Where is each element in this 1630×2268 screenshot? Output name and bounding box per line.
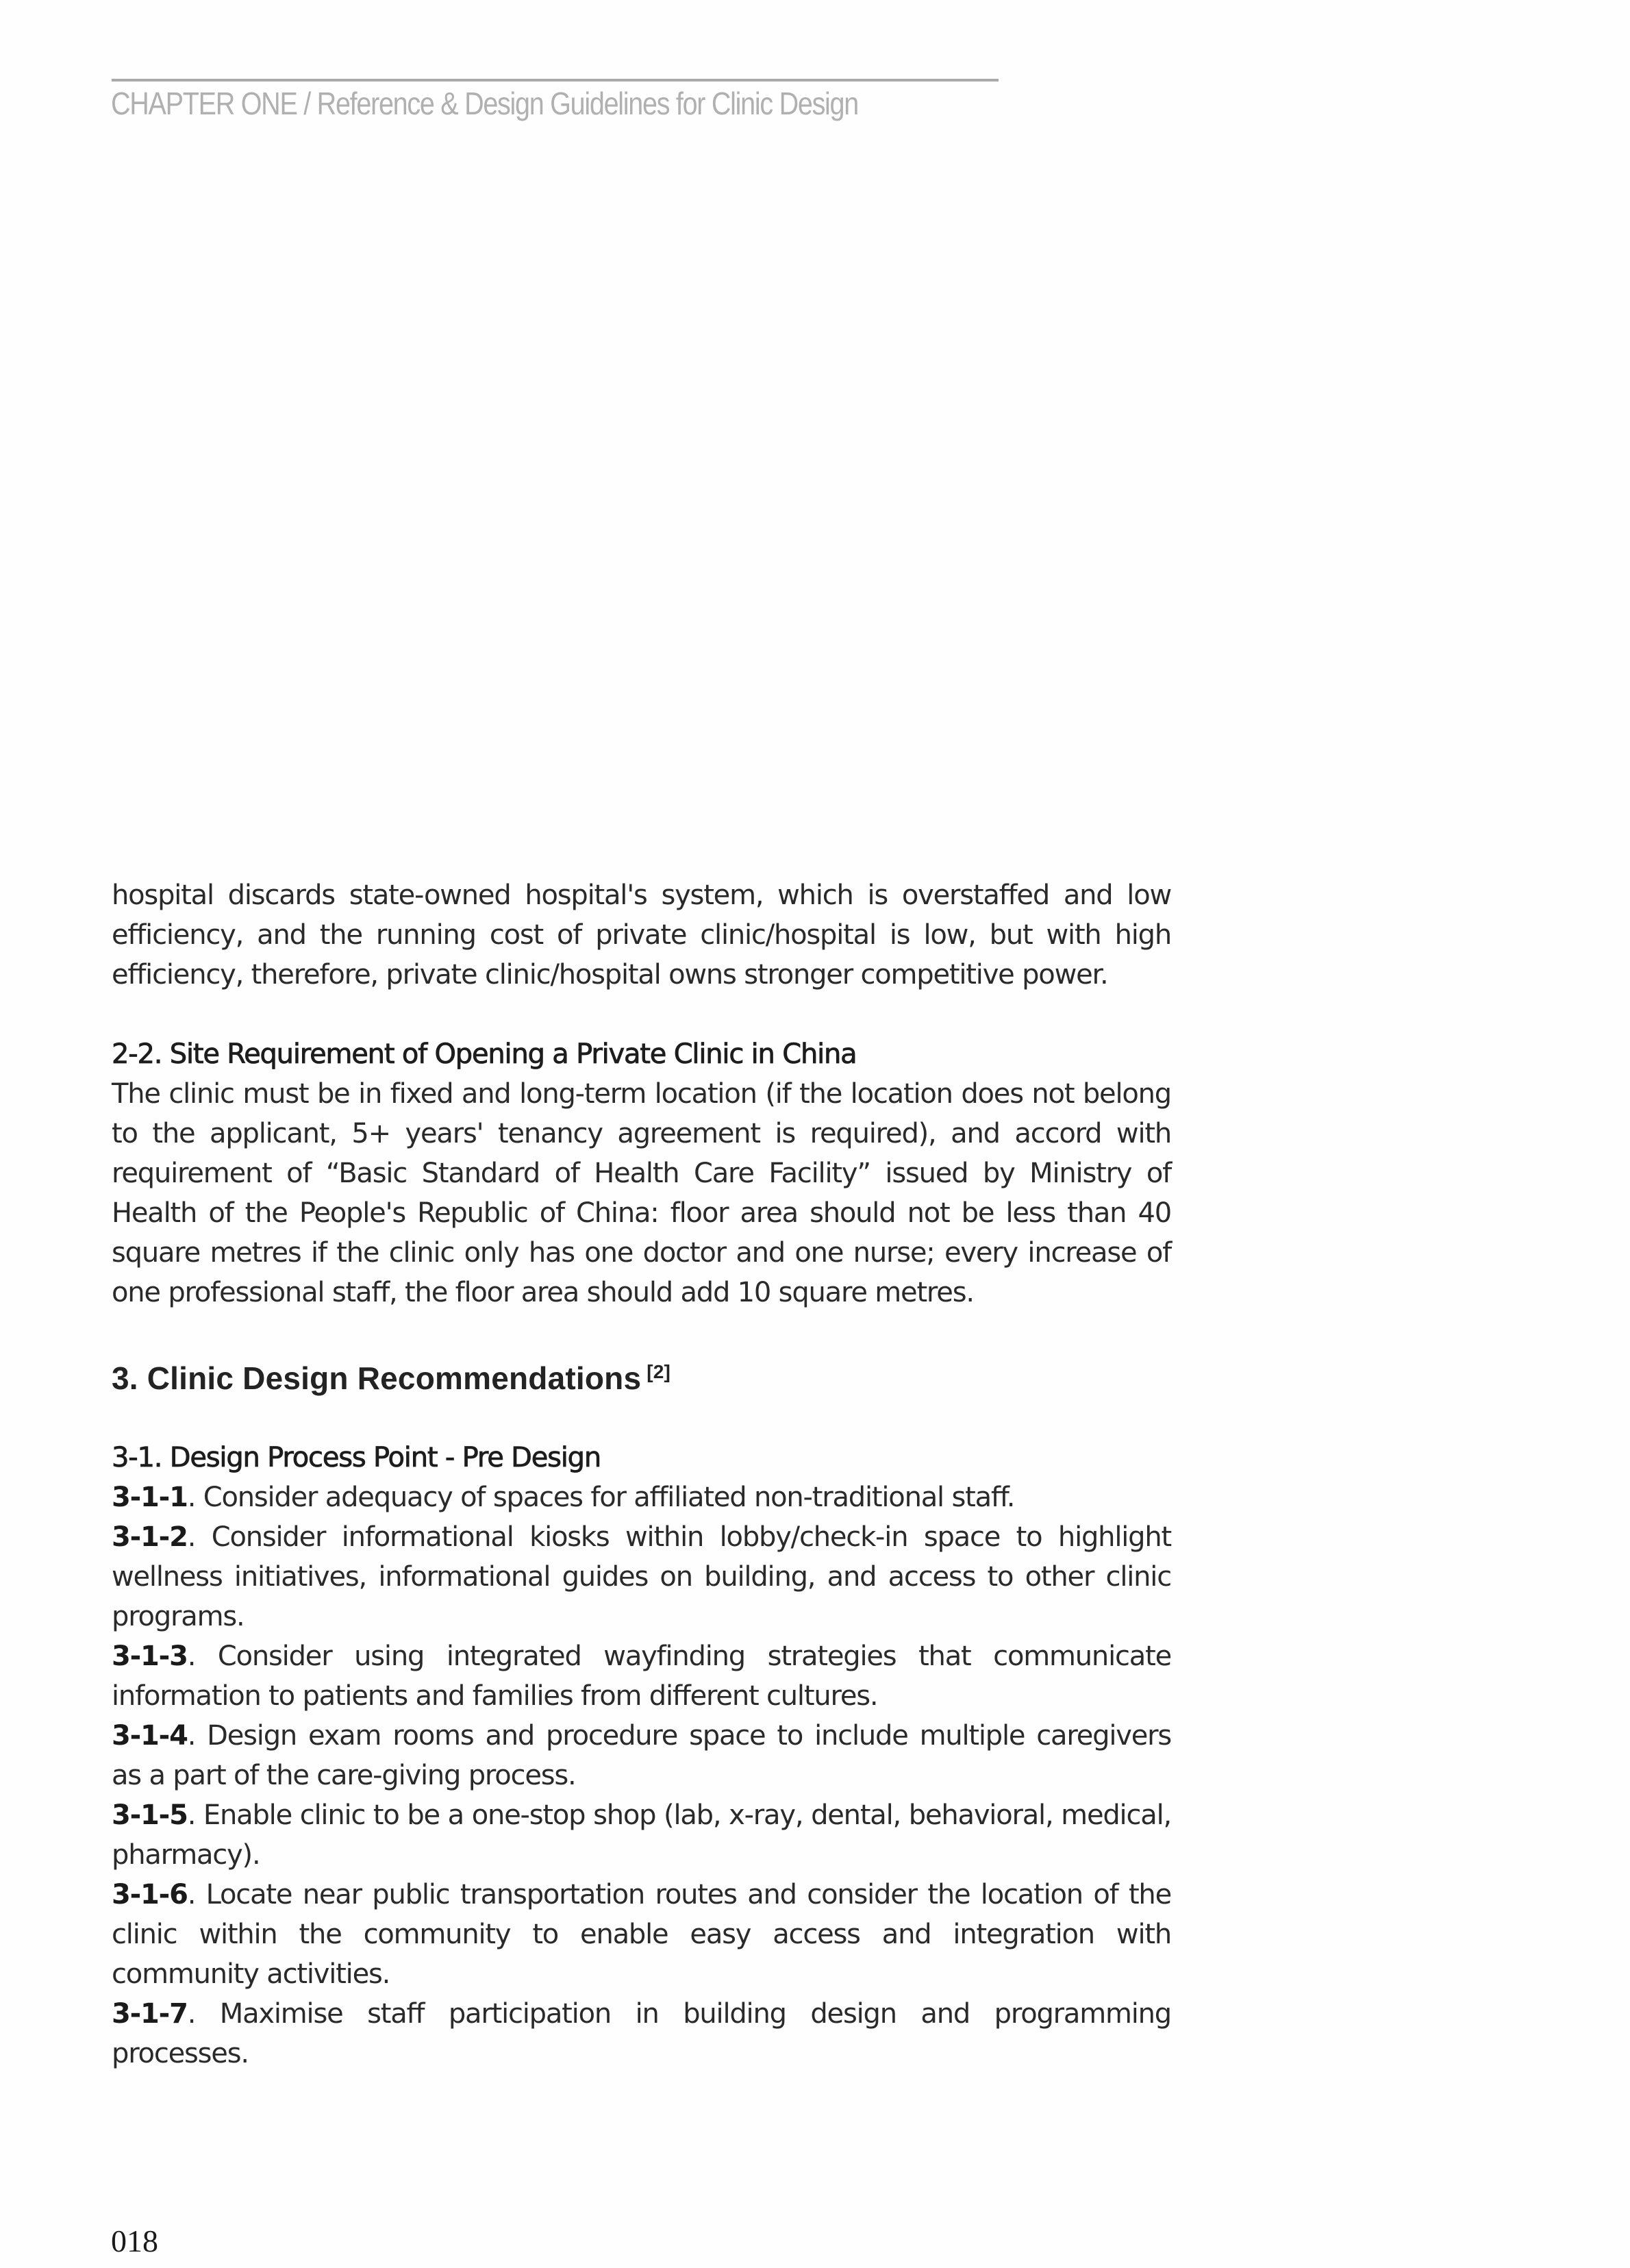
item-number: 3-1-5 bbox=[112, 1799, 188, 1831]
item-number: 3-1-1 bbox=[112, 1482, 188, 1513]
item-number: 3-1-4 bbox=[112, 1720, 188, 1752]
list-item bbox=[112, 1795, 1171, 1875]
section-3-1-heading: 3-1. Design Process Point - Pre Design bbox=[112, 1442, 601, 1473]
item-number: 3-1-6 bbox=[112, 1879, 188, 1910]
section-2-2-heading: 2-2. Site Requirement of Opening a Private Clinic in China bbox=[112, 1038, 857, 1070]
item-number: 3-1-2 bbox=[112, 1521, 188, 1553]
spacer bbox=[112, 1398, 1171, 1438]
item-text: . Enable clinic to be a one-stop shop (lab, x-ray, dental, behavioral, medical, pharmacy). bbox=[112, 1799, 1171, 1871]
item-text: . Maximise staff participation in building design and programming processes. bbox=[112, 1998, 1171, 2069]
body-content bbox=[112, 875, 1171, 2073]
item-number: 3-1-3 bbox=[112, 1641, 188, 1672]
intro-paragraph: hospital discards state-owned hospital's system, which is overstaffed and low efficiency, and the running cost of private clinic/hospital is low, but with high efficiency, therefore, private clinic/hospital owns stronger competitive power. bbox=[112, 880, 1171, 990]
citation-ref: [2] bbox=[647, 1361, 671, 1382]
section-3-title: 3. Clinic Design Recommendations bbox=[112, 1360, 642, 1396]
list-item bbox=[112, 1636, 1171, 1716]
running-header: CHAPTER ONE / Reference & Design Guidelines for Clinic Design bbox=[111, 86, 858, 121]
item-text: . Locate near public transportation routes and consider the location of the clinic within the community to enable easy access and integration with community activities. bbox=[112, 1879, 1171, 1990]
list-item bbox=[112, 1716, 1171, 1795]
list-item bbox=[112, 1517, 1171, 1636]
section-3-heading bbox=[112, 1352, 1171, 1398]
header-rule bbox=[112, 79, 999, 82]
list-item bbox=[112, 1994, 1171, 2073]
page-number: 018 bbox=[111, 2223, 158, 2258]
item-text: . Design exam rooms and procedure space to include multiple caregivers as a part of the care-giving process. bbox=[112, 1720, 1171, 1791]
item-text: . Consider using integrated wayfinding strategies that communicate information to patients and families from different cultures. bbox=[112, 1641, 1171, 1712]
list-item bbox=[112, 1478, 1171, 1517]
spacer bbox=[112, 1312, 1171, 1352]
list-item bbox=[112, 1875, 1171, 1994]
spacer bbox=[112, 995, 1171, 1034]
section-2-2-body: The clinic must be in fixed and long-term location (if the location does not belong to the applicant, 5+ years' tenancy agreement is required), and accord with requirement of “Basic Standard of Health Care Facility” issued by Ministry of Health of the People's Republic of China: floor area should not be less than 40 square metres if the clinic only has one doctor and one nurse; every increase of one professional staff, the floor area should add 10 square metres. bbox=[112, 1078, 1171, 1308]
item-text: . Consider informational kiosks within lobby/check-in space to highlight wellness initiatives, informational guides on building, and access to other clinic programs. bbox=[112, 1521, 1171, 1632]
item-number: 3-1-7 bbox=[112, 1998, 188, 2030]
item-text: . Consider adequacy of spaces for affiliated non-traditional staff. bbox=[187, 1482, 1015, 1513]
